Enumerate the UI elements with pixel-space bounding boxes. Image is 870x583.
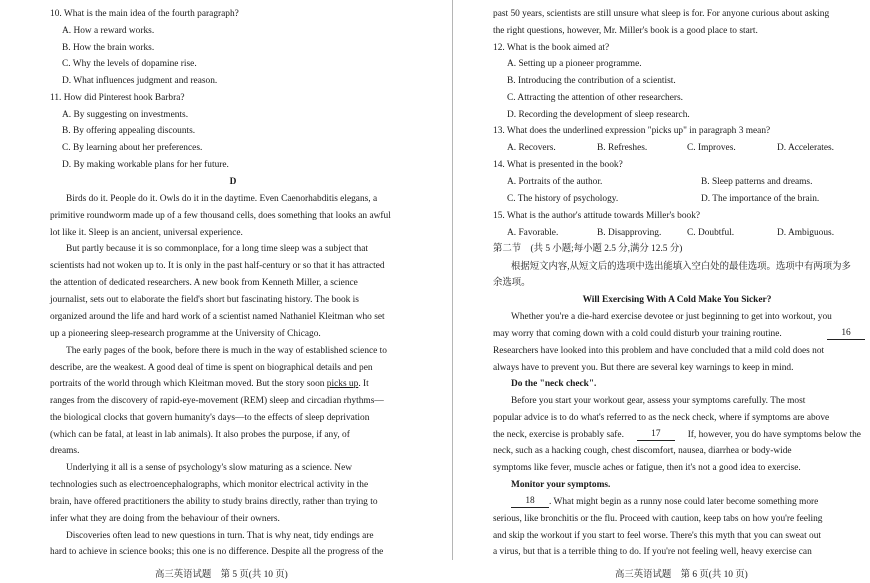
option[interactable]: B. How the brain works.	[62, 43, 155, 53]
paragraph-line: ranges from the discovery of rapid-eye-movement (REM) sleep and circadian rhythms—	[50, 396, 384, 406]
paragraph-line: organized around the life and hard work of a scientist named Nathaniel Kleitman who set	[50, 312, 385, 322]
paragraph-line: 18 . What might begin as a runny nose could later become something more	[511, 496, 861, 508]
option[interactable]: D. What influences judgment and reason.	[62, 76, 218, 86]
section-2-header: 第二节 (共 5 小题;每小题 2.5 分,满分 12.5 分)	[493, 244, 683, 254]
option[interactable]: C. Attracting the attention of other researchers.	[507, 93, 683, 103]
paragraph-line: technologies such as electroencephalographs, which monitor electrical activity in the	[50, 480, 369, 490]
option[interactable]: B. Disapproving.	[597, 228, 662, 238]
underlined-expression: picks up	[326, 379, 359, 389]
page-footer: 高三英语试题 第 6 页(共 10 页)	[615, 570, 748, 580]
option[interactable]: A. How a reward works.	[62, 26, 155, 36]
paragraph-line: and skip the workout if you start to feel worse. There's this myth that you can sweat out	[493, 531, 822, 541]
option[interactable]: C. The history of psychology.	[507, 194, 619, 204]
paragraph-line: Birds do it. People do it. Owls do it in the daytime. Even Caenorhabditis elegans, a	[66, 194, 378, 204]
options-row	[507, 193, 870, 205]
paragraph-line: Before you start your workout gear, assess your symptoms carefully. The most	[511, 396, 806, 406]
paragraph-line: Underlying it all is a sense of psychology's slow maturing as a science. New	[66, 463, 353, 473]
paragraph-line: the neck, exercise is probably safe. 17 If, however, you do have symptoms below the	[493, 429, 861, 440]
paragraph-line: neck, such as a hacking cough, chest discomfort, nausea, diarrhea or body-wide	[493, 446, 792, 456]
paragraph-line: Whether you're a die-hard exercise devotee or just beginning to get into workout, you	[511, 312, 832, 322]
question-14-stem: 14. What is presented in the book?	[493, 160, 623, 170]
paragraph-line: (which can be fatal, at least in lab animals). It also probes the purpose, if any, of	[50, 430, 350, 440]
option[interactable]: B. By offering appealing discounts.	[62, 126, 196, 136]
options-row	[507, 142, 867, 154]
paragraph-line: But partly because it is so commonplace, for a long time sleep was a subject that	[66, 244, 369, 254]
subheading: Monitor your symptoms.	[511, 480, 611, 490]
paragraph-line: The early pages of the book, before there is much in the way of established science to	[66, 346, 387, 356]
paragraph-line: always have to prevent you. But there are several key warnings to keep in mind.	[493, 363, 794, 373]
paragraph-line: portraits of the world through which Kleitman moved. But the story soon picks up. It	[50, 379, 369, 389]
paragraph-line: symptoms like fever, muscle aches or fatigue, then it's not a good idea to exercise.	[493, 463, 801, 473]
paragraph-line: may worry that coming down with a cold could disturb your training routine. 16	[493, 328, 865, 340]
options-row	[507, 176, 870, 188]
blank-18[interactable]: 18	[511, 496, 549, 508]
option[interactable]: A. By suggesting on investments.	[62, 110, 189, 120]
option[interactable]: C. Why the levels of dopamine rise.	[62, 59, 197, 69]
paragraph-line: scientists had not woken up to. It is only in the past half-century or so that it has attracted	[50, 261, 385, 271]
passage-title: Will Exercising With A Cold Make You Sicker?	[582, 295, 772, 305]
paragraph-line: the right questions, however, Mr. Miller's book is a good place to start.	[493, 26, 758, 36]
paragraph-line: infer what they are doing from the behaviour of their owners.	[50, 514, 280, 524]
left-page	[0, 0, 430, 583]
paragraph-line: brain, have offered practitioners the ability to study brains directly, rather than trying to	[50, 497, 378, 507]
paragraph-line: describe, are the weakest. A good deal of time is spent on biographical details and pen	[50, 363, 373, 373]
option[interactable]: D. Recording the development of sleep research.	[507, 110, 690, 120]
blank-16[interactable]: 16	[827, 328, 865, 340]
option[interactable]: A. Favorable.	[507, 228, 559, 238]
paragraph-line: Researchers have looked into this problem and have concluded that a mild cold does not	[493, 346, 825, 356]
option[interactable]: B. Refreshes.	[597, 143, 648, 153]
option[interactable]: A. Recovers.	[507, 143, 556, 153]
section-letter: D	[229, 177, 237, 187]
paragraph-line: Discoveries often lead to new questions in turn. That is why neat, tidy endings are	[66, 531, 374, 541]
paragraph-line: lot like it. Sleep is an ancient, universal experience.	[50, 228, 243, 238]
option[interactable]: D. Ambiguous.	[777, 228, 835, 238]
subheading: Do the "neck check".	[511, 379, 597, 389]
paragraph-line: journalist, sets out to elaborate the field's short but fascinating history. The book is	[50, 295, 359, 305]
option[interactable]: D. By making workable plans for her future.	[62, 160, 229, 170]
question-12-stem: 12. What is the book aimed at?	[493, 43, 610, 53]
paragraph-line: a virus, but that is a terrible thing to do. If you're not feeling well, heavy exercise can	[493, 547, 812, 557]
option[interactable]: C. Doubtful.	[687, 228, 735, 238]
instructions-line: 余选项。	[493, 278, 531, 288]
option[interactable]: C. Improves.	[687, 143, 736, 153]
options-row	[507, 227, 867, 239]
paragraph-line: up a pioneering sleep-research programme at the University of Chicago.	[50, 329, 321, 339]
page-divider	[452, 0, 453, 560]
paragraph-line: popular advice is to do what's referred to as the neck check, where if symptoms are above	[493, 413, 830, 423]
question-11-stem: 11. How did Pinterest hook Barbra?	[50, 93, 185, 103]
option[interactable]: C. By learning about her preferences.	[62, 143, 203, 153]
option[interactable]: A. Setting up a pioneer programme.	[507, 59, 642, 69]
question-10-stem: 10. What is the main idea of the fourth paragraph?	[50, 9, 239, 19]
instructions-line: 根据短文内容,从短文后的选项中选出能填入空白处的最佳选项。选项中有两项为多	[511, 262, 851, 272]
right-page	[455, 0, 870, 583]
paragraph-line: the attention of dedicated researchers. A new book from Kenneth Miller, a science	[50, 278, 358, 288]
option[interactable]: B. Introducing the contribution of a scientist.	[507, 76, 676, 86]
blank-17[interactable]: 17	[637, 429, 675, 441]
question-15-stem: 15. What is the author's attitude towards Miller's book?	[493, 211, 701, 221]
paragraph-line: dreams.	[50, 446, 80, 456]
paragraph-line: the biological clocks that govern humanity's days—to the effects of sleep deprivation	[50, 413, 370, 423]
option[interactable]: D. The importance of the brain.	[701, 194, 820, 204]
page-footer: 高三英语试题 第 5 页(共 10 页)	[155, 570, 288, 580]
question-13-stem: 13. What does the underlined expression "picks up" in paragraph 3 mean?	[493, 126, 771, 136]
paragraph-line: primitive roundworm made up of a few thousand cells, does something that looks an awful	[50, 211, 391, 221]
option[interactable]: B. Sleep patterns and dreams.	[701, 177, 813, 187]
paragraph-line: hard to achieve in science books; this one is no difference. Despite all the progress of the	[50, 547, 384, 557]
option[interactable]: D. Accelerates.	[777, 143, 834, 153]
paragraph-line: serious, like bronchitis or the flu. Proceed with caution, keep tabs on how you're feeling	[493, 514, 823, 524]
option[interactable]: A. Portraits of the author.	[507, 177, 603, 187]
paragraph-line: past 50 years, scientists are still unsure what sleep is for. For anyone curious about asking	[493, 9, 830, 19]
